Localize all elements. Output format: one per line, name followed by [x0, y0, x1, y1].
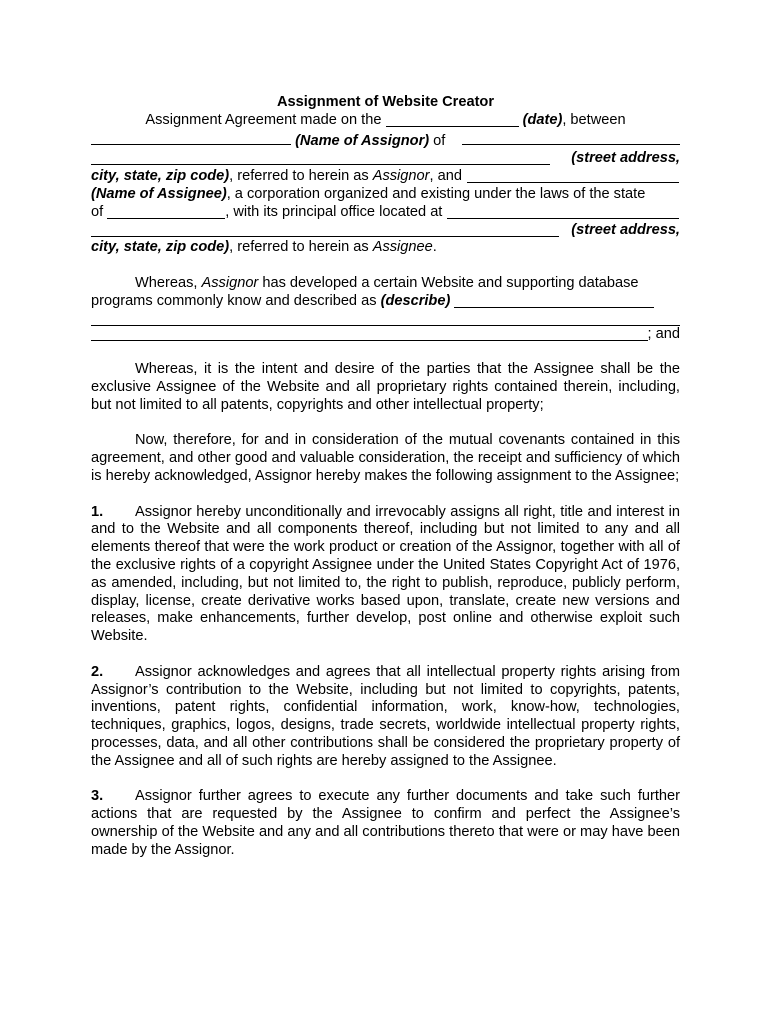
section-1 — [91, 504, 680, 646]
intro-line-3 — [91, 150, 680, 168]
referred-assignee-text: , referred to herein as — [229, 239, 373, 256]
whereas1-end: ; and — [647, 325, 680, 342]
csz-label: city, state, zip code) — [91, 168, 230, 185]
whereas1-line-4 — [91, 326, 680, 344]
intro-line-7 — [91, 222, 680, 240]
principal-office-text: , with its principal office located at — [225, 203, 447, 220]
state-blank[interactable] — [107, 204, 225, 219]
made-on-text: Assignment Agreement made on the — [145, 111, 386, 128]
of-word: of — [91, 203, 108, 220]
section-3-text: Assignor further agrees to execute any further documents and take such further actions that are requested by the Assignee to confirm and perfect the Assignee’s ownership of the Website and any and all contributions thereto that were or may have been made by the Assignor. — [91, 788, 680, 858]
whereas1-start: Whereas, — [135, 274, 202, 291]
referred-assignor-text: , referred to herein as — [229, 168, 373, 185]
describe-blank-1[interactable] — [454, 293, 654, 308]
whereas1-line-3 — [91, 311, 680, 326]
period: . — [432, 239, 437, 256]
section-2-number: 2. — [91, 663, 104, 680]
assignee-word: Assignee — [372, 239, 433, 256]
date-label: (date) — [522, 111, 563, 128]
section-3 — [91, 788, 680, 859]
intro-line-2 — [91, 130, 680, 151]
whereas2-paragraph — [91, 361, 680, 414]
corp-text: , a corporation organized and existing under the laws of the state — [226, 185, 646, 202]
street-address-label: (street address, — [571, 150, 680, 167]
whereas1-line2-text: programs commonly know and described as — [91, 292, 381, 309]
section-3-number: 3. — [91, 788, 104, 805]
and-text: , and — [429, 168, 462, 185]
describe-blank-3[interactable] — [91, 326, 648, 341]
whereas2-text: Whereas, it is the intent and desire of the parties that the Assignee shall be the exclusive Assignee of the Website and all proprietary rights contained therein, including, but not limited to all patents, copyrights and other intellectual property; — [91, 361, 680, 413]
office-address-blank-1[interactable] — [447, 204, 679, 219]
intro-line-6 — [91, 204, 680, 222]
intro-line-5 — [91, 186, 680, 204]
assignor-word: Assignor — [372, 168, 430, 185]
office-address-blank-2[interactable] — [91, 222, 559, 237]
assignee-name-blank[interactable] — [467, 168, 679, 183]
describe-blank-2[interactable] — [91, 311, 680, 326]
assignor-address-blank-1[interactable] — [462, 130, 680, 145]
describe-label: (describe) — [380, 292, 451, 309]
intro-line-1 — [91, 112, 680, 130]
intro-line-8 — [91, 239, 680, 257]
section-1-text: Assignor hereby unconditionally and irrevocably assigns all right, title and interest in and to the Website and all components thereof, including but not limited to any and all elements thereof that were the work product or creation of the Assignor, together with all of the exclusive rights of a copyright Assignee under the United States Copyright Act of 1976, as amended, including, but not limited to, the right to publish, reproduce, publicly perform, display, license, create derivative works based upon, translate, create new versions and releases, make enhancements, further develop, post online and otherwise exploit such Website. — [91, 503, 680, 645]
document-title: Assignment of Website Creator — [276, 94, 495, 110]
assignor-address-blank-2[interactable] — [91, 150, 550, 165]
document-body — [91, 94, 680, 859]
whereas1-line-2 — [91, 293, 680, 311]
assignee-name-label: (Name of Assignee) — [91, 185, 227, 202]
assignor-name-label: (Name of Assignor) — [295, 132, 430, 149]
street-address-label-2: (street address, — [571, 221, 680, 238]
assignor-name-blank[interactable] — [91, 130, 291, 145]
whereas1-assignor: Assignor — [201, 274, 259, 291]
between-text: , between — [562, 111, 626, 128]
intro-line-4 — [91, 168, 680, 186]
csz-label-2: city, state, zip code) — [91, 239, 230, 256]
section-1-number: 1. — [91, 503, 104, 520]
whereas1-rest: has developed a certain Website and supporting database — [258, 274, 639, 291]
date-blank[interactable] — [386, 112, 519, 127]
section-2 — [91, 664, 680, 771]
now-therefore-text: Now, therefore, for and in consideration of the mutual covenants contained in this agreement, and other good and valuable consideration, the receipt and sufficiency of which is hereby acknowledged, Assignor hereby makes the following assignment to the Assignee; — [91, 432, 680, 484]
of-text: of — [429, 132, 450, 149]
section-2-text: Assignor acknowledges and agrees that all intellectual property rights arising from Assignor’s contribution to the Website, including but not limited to copyrights, patents, inventions, patent rights, confidential information, work, know-how, technologies, techniques, graphics, logos, designs, trade secrets, worldwide intellectual property rights, processes, data, and all other contributions shall be considered the proprietary property of the Assignee and all of such rights are hereby assigned to the Assignee. — [91, 663, 680, 769]
now-therefore-paragraph — [91, 432, 680, 485]
whereas1-line-1 — [91, 275, 680, 293]
